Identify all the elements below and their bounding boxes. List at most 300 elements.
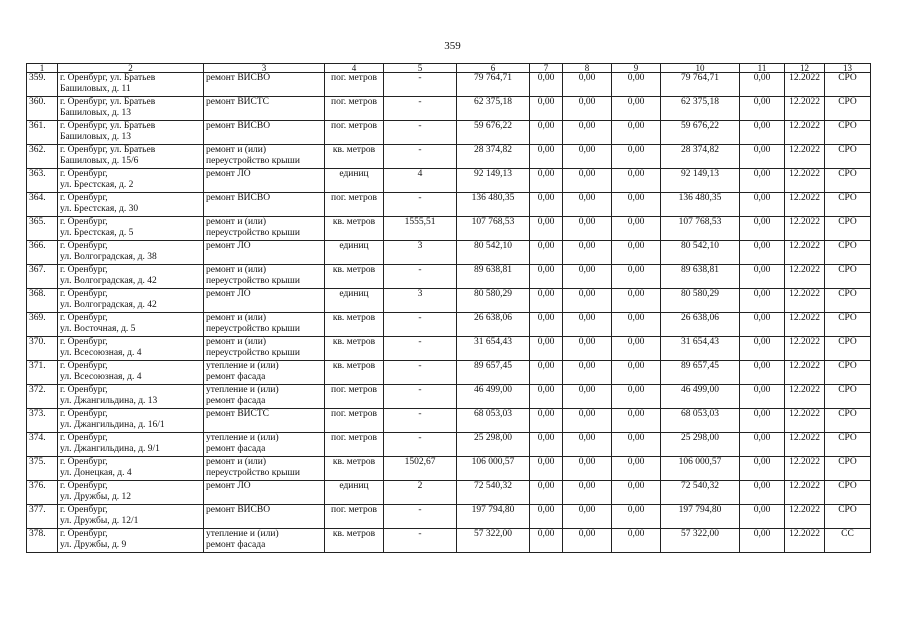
value-cell-10: 106 000,57 [661,457,740,481]
column-number-header: 4 [325,64,384,73]
value-cell-11: 0,00 [740,529,785,553]
address-cell-line: ул. Брестская, д. 2 [60,179,134,190]
work-type-cell [204,121,325,145]
value-cell-11: 0,00 [740,145,785,169]
value-cell-8: 0,00 [563,481,612,505]
unit-cell: пог. метров [325,385,384,409]
address-cell-line: г. Оренбург, ул. Братьев [60,97,156,107]
address-cell [58,505,204,529]
value-cell-10: 80 580,29 [661,289,740,313]
value-cell-10: 89 638,81 [661,265,740,289]
row-number: 377. [27,505,58,529]
work-type-cell-line: ремонт и (или) [206,265,267,275]
value-cell-7: 0,00 [530,193,563,217]
total-cost-cell: 72 540,32 [457,481,530,505]
value-cell-9: 0,00 [612,505,661,529]
work-type-cell-line: ремонт ВИСВО [206,193,271,203]
funding-source-cell: СРО [825,97,871,121]
unit-cell: кв. метров [325,529,384,553]
funding-source-cell: СРО [825,361,871,385]
table-row [27,193,871,217]
work-type-cell [204,241,325,265]
work-type-cell-line: утепление и (или) [206,385,279,395]
deadline-cell: 12.2022 [785,337,825,361]
address-cell-line: ул. Волгоградская, д. 38 [60,251,157,262]
value-cell-10: 89 657,45 [661,361,740,385]
table-row [27,409,871,433]
value-cell-8: 0,00 [563,337,612,361]
page-number: 359 [444,40,461,52]
work-type-cell [204,265,325,289]
work-type-cell [204,433,325,457]
deadline-cell: 12.2022 [785,433,825,457]
table-row [27,217,871,241]
funding-source-cell: СРО [825,265,871,289]
value-cell-9: 0,00 [612,97,661,121]
row-number: 378. [27,529,58,553]
table-row [27,505,871,529]
value-cell-7: 0,00 [530,481,563,505]
quantity-cell: - [384,145,457,169]
work-type-cell-line: ремонт фасада [206,395,266,406]
work-type-cell-line: ремонт фасада [206,539,266,550]
value-cell-10: 68 053,03 [661,409,740,433]
total-cost-cell: 80 580,29 [457,289,530,313]
funding-source-cell: СРО [825,337,871,361]
row-number: 367. [27,265,58,289]
value-cell-9: 0,00 [612,529,661,553]
value-cell-10: 72 540,32 [661,481,740,505]
address-cell-line: г. Оренбург, [60,265,108,275]
total-cost-cell: 89 657,45 [457,361,530,385]
value-cell-7: 0,00 [530,169,563,193]
value-cell-8: 0,00 [563,289,612,313]
value-cell-9: 0,00 [612,217,661,241]
unit-cell: пог. метров [325,97,384,121]
work-type-cell [204,481,325,505]
total-cost-cell: 57 322,00 [457,529,530,553]
value-cell-8: 0,00 [563,313,612,337]
address-cell-line: ул. Дружбы, д. 12/1 [60,515,139,526]
quantity-cell: 1555,51 [384,217,457,241]
work-type-cell-line: ремонт ВИСВО [206,121,271,131]
address-cell [58,385,204,409]
total-cost-cell: 136 480,35 [457,193,530,217]
work-type-cell-line: ремонт и (или) [206,217,267,227]
column-number-header: 12 [785,64,825,73]
value-cell-9: 0,00 [612,337,661,361]
quantity-cell: - [384,193,457,217]
funding-source-cell: СРО [825,145,871,169]
address-cell-line: ул. Брестская, д. 5 [60,227,134,238]
address-cell-line: ул. Дружбы, д. 12 [60,491,132,502]
address-cell [58,457,204,481]
address-cell-line: ул. Всесоюзная, д. 4 [60,347,142,358]
unit-cell: кв. метров [325,361,384,385]
table-row [27,529,871,553]
total-cost-cell: 59 676,22 [457,121,530,145]
address-cell-line: ул. Джангильдина, д. 13 [60,395,158,406]
column-number-header: 8 [563,64,612,73]
value-cell-7: 0,00 [530,409,563,433]
address-cell-line: ул. Дружбы, д. 9 [60,539,127,550]
value-cell-9: 0,00 [612,73,661,97]
value-cell-9: 0,00 [612,265,661,289]
row-number: 368. [27,289,58,313]
quantity-cell: - [384,313,457,337]
value-cell-7: 0,00 [530,313,563,337]
row-number: 371. [27,361,58,385]
address-cell-line: г. Оренбург, [60,337,108,347]
repair-schedule-table [26,63,871,553]
column-number-header: 3 [204,64,325,73]
unit-cell: единиц [325,481,384,505]
quantity-cell: - [384,385,457,409]
address-cell-line: г. Оренбург, [60,433,108,443]
quantity-cell: 2 [384,481,457,505]
address-cell-line: г. Оренбург, [60,385,108,395]
quantity-cell: - [384,337,457,361]
value-cell-11: 0,00 [740,97,785,121]
total-cost-cell: 106 000,57 [457,457,530,481]
work-type-cell [204,97,325,121]
column-number-header: 5 [384,64,457,73]
address-cell-line: ул. Всесоюзная, д. 4 [60,371,142,382]
table-row [27,241,871,265]
row-number: 361. [27,121,58,145]
value-cell-9: 0,00 [612,361,661,385]
column-number-header: 1 [27,64,58,73]
work-type-cell-line: утепление и (или) [206,433,279,443]
value-cell-9: 0,00 [612,409,661,433]
value-cell-8: 0,00 [563,217,612,241]
value-cell-8: 0,00 [563,145,612,169]
work-type-cell-line: ремонт ВИСВО [206,73,271,83]
value-cell-7: 0,00 [530,457,563,481]
table-row [27,97,871,121]
deadline-cell: 12.2022 [785,529,825,553]
row-number: 364. [27,193,58,217]
unit-cell: пог. метров [325,73,384,97]
address-cell-line: ул. Восточная, д. 5 [60,323,136,334]
quantity-cell: - [384,361,457,385]
work-type-cell [204,361,325,385]
value-cell-7: 0,00 [530,361,563,385]
funding-source-cell: СРО [825,433,871,457]
value-cell-7: 0,00 [530,241,563,265]
address-cell [58,529,204,553]
value-cell-10: 59 676,22 [661,121,740,145]
value-cell-9: 0,00 [612,433,661,457]
value-cell-11: 0,00 [740,73,785,97]
work-type-cell-line: утепление и (или) [206,361,279,371]
work-type-cell [204,145,325,169]
address-cell-line: г. Оренбург, ул. Братьев [60,121,156,131]
address-cell [58,169,204,193]
address-cell-line: г. Оренбург, [60,313,108,323]
table-row [27,433,871,457]
total-cost-cell: 26 638,06 [457,313,530,337]
address-cell [58,121,204,145]
address-cell-line: ул. Брестская, д. 30 [60,203,139,214]
unit-cell: кв. метров [325,217,384,241]
value-cell-7: 0,00 [530,97,563,121]
deadline-cell: 12.2022 [785,313,825,337]
table-row [27,337,871,361]
quantity-cell: 4 [384,169,457,193]
address-cell [58,217,204,241]
work-type-cell [204,193,325,217]
value-cell-11: 0,00 [740,385,785,409]
value-cell-10: 92 149,13 [661,169,740,193]
total-cost-cell: 107 768,53 [457,217,530,241]
address-cell-line: Башиловых, д. 13 [60,107,132,118]
column-number-header: 7 [530,64,563,73]
address-cell-line: ул. Волгоградская, д. 42 [60,299,157,310]
work-type-cell-line: ремонт и (или) [206,313,267,323]
address-cell-line: г. Оренбург, [60,217,108,227]
deadline-cell: 12.2022 [785,121,825,145]
address-cell [58,409,204,433]
work-type-cell-line: переустройство крыши [206,467,300,478]
funding-source-cell: СРО [825,457,871,481]
value-cell-10: 31 654,43 [661,337,740,361]
value-cell-10: 79 764,71 [661,73,740,97]
total-cost-cell: 46 499,00 [457,385,530,409]
column-number-header-row [27,64,871,73]
value-cell-7: 0,00 [530,529,563,553]
value-cell-10: 46 499,00 [661,385,740,409]
quantity-cell: 1502,67 [384,457,457,481]
table-row [27,361,871,385]
quantity-cell: - [384,529,457,553]
value-cell-11: 0,00 [740,217,785,241]
address-cell-line: г. Оренбург, [60,289,108,299]
value-cell-7: 0,00 [530,121,563,145]
address-cell [58,265,204,289]
value-cell-10: 28 374,82 [661,145,740,169]
work-type-cell-line: ремонт фасада [206,443,266,454]
address-cell-line: г. Оренбург, [60,481,108,491]
funding-source-cell: СРО [825,169,871,193]
value-cell-8: 0,00 [563,361,612,385]
total-cost-cell: 80 542,10 [457,241,530,265]
value-cell-10: 62 375,18 [661,97,740,121]
unit-cell: кв. метров [325,457,384,481]
value-cell-8: 0,00 [563,97,612,121]
work-type-cell [204,313,325,337]
value-cell-11: 0,00 [740,265,785,289]
address-cell [58,313,204,337]
address-cell-line: ул. Джангильдина, д. 16/1 [60,419,165,430]
address-cell [58,241,204,265]
address-cell [58,97,204,121]
value-cell-8: 0,00 [563,193,612,217]
value-cell-9: 0,00 [612,193,661,217]
value-cell-11: 0,00 [740,505,785,529]
work-type-cell-line: переустройство крыши [206,347,300,358]
address-cell-line: г. Оренбург, [60,361,108,371]
table-row [27,385,871,409]
work-type-cell-line: ремонт ВИСВО [206,505,271,515]
table-row [27,145,871,169]
funding-source-cell: СРО [825,289,871,313]
value-cell-11: 0,00 [740,289,785,313]
deadline-cell: 12.2022 [785,457,825,481]
work-type-cell [204,337,325,361]
funding-source-cell: СРО [825,73,871,97]
work-type-cell-line: ремонт фасада [206,371,266,382]
table-row [27,289,871,313]
address-cell [58,433,204,457]
total-cost-cell: 62 375,18 [457,97,530,121]
column-number-header: 9 [612,64,661,73]
value-cell-11: 0,00 [740,121,785,145]
deadline-cell: 12.2022 [785,289,825,313]
value-cell-8: 0,00 [563,529,612,553]
deadline-cell: 12.2022 [785,73,825,97]
deadline-cell: 12.2022 [785,361,825,385]
value-cell-11: 0,00 [740,337,785,361]
work-type-cell-line: ремонт и (или) [206,457,267,467]
address-cell-line: г. Оренбург, [60,241,108,251]
work-type-cell [204,169,325,193]
deadline-cell: 12.2022 [785,385,825,409]
work-type-cell-line: ремонт ЛО [206,289,251,299]
column-number-header: 11 [740,64,785,73]
work-type-cell-line: переустройство крыши [206,323,300,334]
row-number: 375. [27,457,58,481]
value-cell-11: 0,00 [740,457,785,481]
deadline-cell: 12.2022 [785,505,825,529]
unit-cell: единиц [325,241,384,265]
total-cost-cell: 68 053,03 [457,409,530,433]
funding-source-cell: СРО [825,217,871,241]
column-number-header: 6 [457,64,530,73]
value-cell-9: 0,00 [612,145,661,169]
deadline-cell: 12.2022 [785,217,825,241]
work-type-cell-line: ремонт ВИСТС [206,97,270,107]
address-cell [58,481,204,505]
total-cost-cell: 89 638,81 [457,265,530,289]
row-number: 360. [27,97,58,121]
deadline-cell: 12.2022 [785,241,825,265]
value-cell-8: 0,00 [563,121,612,145]
row-number: 374. [27,433,58,457]
address-cell-line: Башиловых, д. 15/6 [60,155,139,166]
value-cell-7: 0,00 [530,289,563,313]
funding-source-cell: СРО [825,121,871,145]
row-number: 362. [27,145,58,169]
funding-source-cell: СРО [825,385,871,409]
work-type-cell-line: переустройство крыши [206,155,300,166]
value-cell-9: 0,00 [612,481,661,505]
value-cell-7: 0,00 [530,337,563,361]
work-type-cell-line: ремонт ЛО [206,481,251,491]
address-cell-line: г. Оренбург, [60,409,108,419]
work-type-cell-line: переустройство крыши [206,275,300,286]
column-number-header: 13 [825,64,871,73]
table-row [27,121,871,145]
value-cell-8: 0,00 [563,241,612,265]
unit-cell: кв. метров [325,265,384,289]
value-cell-10: 80 542,10 [661,241,740,265]
value-cell-11: 0,00 [740,409,785,433]
row-number: 376. [27,481,58,505]
value-cell-9: 0,00 [612,289,661,313]
unit-cell: единиц [325,169,384,193]
value-cell-10: 25 298,00 [661,433,740,457]
funding-source-cell: СРО [825,481,871,505]
address-cell-line: г. Оренбург, [60,457,108,467]
value-cell-9: 0,00 [612,313,661,337]
work-type-cell-line: ремонт и (или) [206,145,267,155]
value-cell-8: 0,00 [563,73,612,97]
unit-cell: единиц [325,289,384,313]
deadline-cell: 12.2022 [785,97,825,121]
column-number-header: 10 [661,64,740,73]
value-cell-10: 107 768,53 [661,217,740,241]
value-cell-7: 0,00 [530,217,563,241]
table-row [27,169,871,193]
column-number-header: 2 [58,64,204,73]
address-cell [58,193,204,217]
total-cost-cell: 25 298,00 [457,433,530,457]
unit-cell: кв. метров [325,337,384,361]
value-cell-7: 0,00 [530,73,563,97]
quantity-cell: - [384,265,457,289]
work-type-cell [204,289,325,313]
unit-cell: пог. метров [325,505,384,529]
deadline-cell: 12.2022 [785,193,825,217]
deadline-cell: 12.2022 [785,169,825,193]
funding-source-cell: СРО [825,313,871,337]
value-cell-11: 0,00 [740,241,785,265]
address-cell-line: г. Оренбург, [60,169,108,179]
quantity-cell: - [384,73,457,97]
value-cell-10: 197 794,80 [661,505,740,529]
table-row [27,313,871,337]
quantity-cell: 3 [384,289,457,313]
unit-cell: пог. метров [325,121,384,145]
quantity-cell: - [384,433,457,457]
value-cell-8: 0,00 [563,457,612,481]
value-cell-7: 0,00 [530,433,563,457]
value-cell-9: 0,00 [612,121,661,145]
total-cost-cell: 31 654,43 [457,337,530,361]
deadline-cell: 12.2022 [785,265,825,289]
total-cost-cell: 28 374,82 [457,145,530,169]
deadline-cell: 12.2022 [785,145,825,169]
funding-source-cell: СРО [825,241,871,265]
value-cell-8: 0,00 [563,169,612,193]
address-cell-line: г. Оренбург, [60,505,108,515]
address-cell-line: Башиловых, д. 13 [60,131,132,142]
unit-cell: пог. метров [325,193,384,217]
work-type-cell [204,529,325,553]
value-cell-10: 57 322,00 [661,529,740,553]
quantity-cell: - [384,409,457,433]
work-type-cell-line: ремонт ЛО [206,241,251,251]
value-cell-8: 0,00 [563,265,612,289]
quantity-cell: - [384,505,457,529]
work-type-cell [204,217,325,241]
quantity-cell: - [384,97,457,121]
value-cell-9: 0,00 [612,385,661,409]
unit-cell: кв. метров [325,145,384,169]
value-cell-7: 0,00 [530,505,563,529]
total-cost-cell: 92 149,13 [457,169,530,193]
